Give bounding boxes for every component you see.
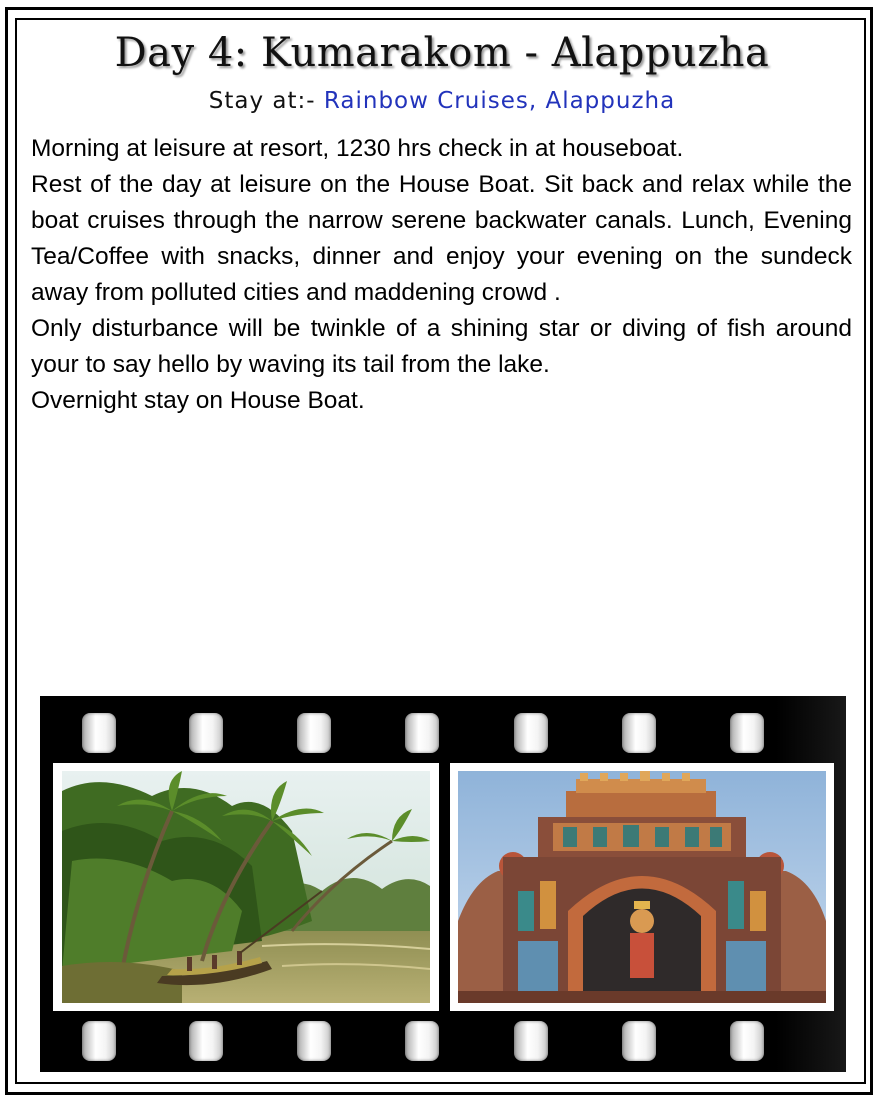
film-sprocket-hole (297, 713, 331, 753)
film-sprocket-hole (730, 713, 764, 753)
paragraph: Rest of the day at leisure on the House Boat. Sit back and relax while the boat cruises through the narrow serene backwater canals. Lunch, Evening Tea/Coffee with snacks, dinner and enjoy your evening on the sundeck away from polluted cities and maddening crowd . (31, 171, 852, 306)
film-sprocket-hole (189, 713, 223, 753)
photo-frame-backwaters (53, 763, 439, 1011)
stay-line (0, 88, 884, 114)
paragraph: Only disturbance will be twinkle of a shining star or diving of fish around your to say hello by waving its tail from the lake. (31, 315, 852, 378)
page-title: Day 4: Kumarakom - Alappuzha (114, 30, 770, 76)
film-sprocket-hole (730, 1021, 764, 1061)
temple-illustration (458, 771, 826, 1003)
film-sprocket-hole (82, 713, 116, 753)
paragraph: Morning at leisure at resort, 1230 hrs check in at houseboat. (31, 135, 684, 162)
backwaters-illustration (62, 771, 430, 1003)
temple-photo (458, 771, 826, 1003)
paragraph: Overnight stay on House Boat. (31, 387, 365, 414)
film-sprocket-hole (622, 1021, 656, 1061)
film-sprocket-hole (622, 713, 656, 753)
film-sprocket-hole (82, 1021, 116, 1061)
stay-label: Stay at:- (208, 88, 316, 114)
backwaters-photo (62, 771, 430, 1003)
film-sprocket-hole (189, 1021, 223, 1061)
film-sprocket-hole (405, 713, 439, 753)
film-sprocket-hole (405, 1021, 439, 1061)
film-sprocket-hole (297, 1021, 331, 1061)
film-sprocket-hole (514, 1021, 548, 1061)
itinerary-description (31, 131, 852, 419)
stay-value: Rainbow Cruises, Alappuzha (323, 88, 676, 114)
photo-frame-temple (450, 763, 834, 1011)
film-sprocket-hole (514, 713, 548, 753)
film-strip (40, 696, 846, 1072)
